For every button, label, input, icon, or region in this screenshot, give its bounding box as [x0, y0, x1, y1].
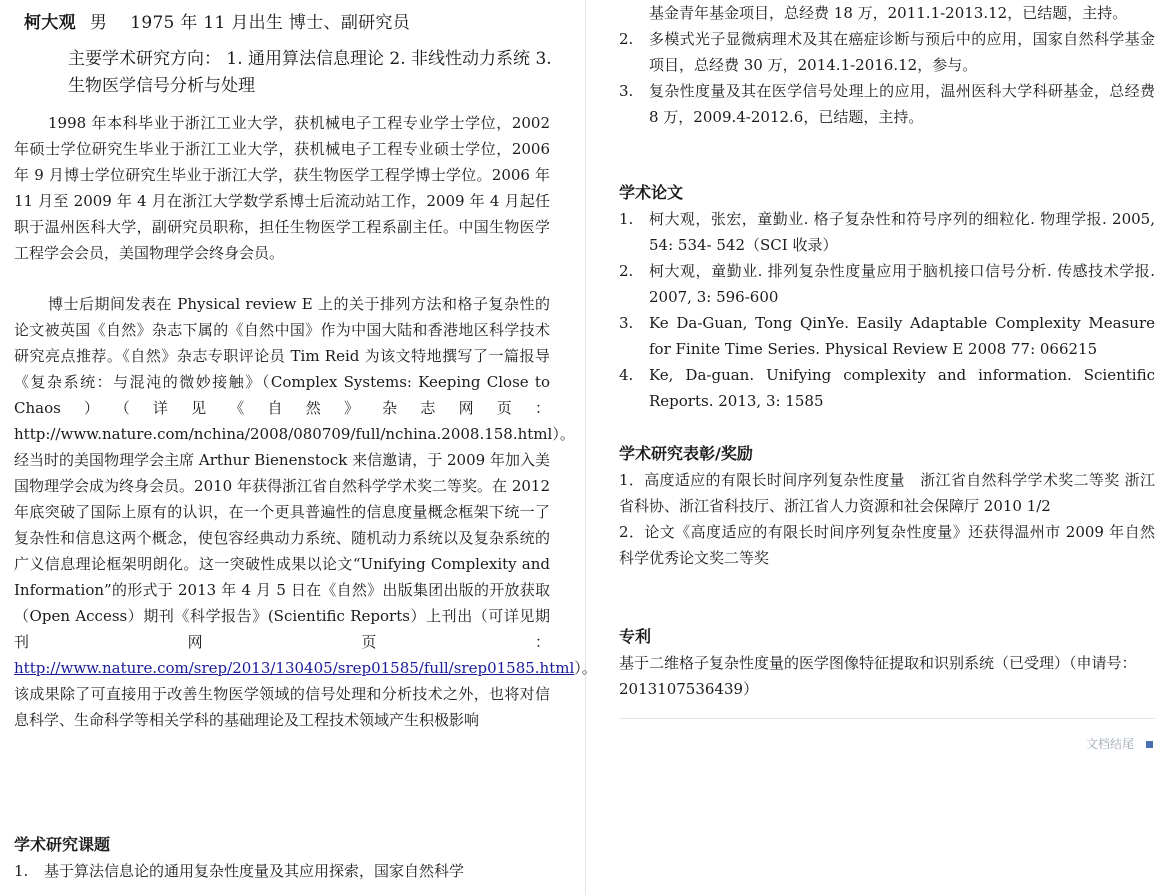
- paper-item-3-text: Ke Da-Guan, Tong QinYe. Easily Adaptable Complexity Measure for Finite Time Series. Physical Review E 2008 77: 066215: [649, 314, 1155, 358]
- paper-item-4-text: Ke, Da-guan. Unifying complexity and information. Scientific Reports. 2013, 3: 1585: [649, 366, 1155, 410]
- person-info: 男 1975 年 11 月出生 博士、副研究员: [89, 13, 411, 33]
- bio-paragraph-2-text-a: 博士后期间发表在 Physical review E 上的关于排列方法和格子复杂性的论文被英国《自然》杂志下属的《自然中国》作为中国大陆和香港地区科学技术研究亮点推荐。《自然》杂志专职评论员 Tim Reid 为该文特地撰写了一篇报导 《复杂系统：与混沌的微妙接触》（Complex Systems: Keeping Close to Chaos）（详见《自然》杂志网页：http://www.nature.com/nchina/2008/080709/full/nchina.2008.158.html）。经当时的美国物理学会主席 Arthur Bienenstock 来信邀请，于 2009 年加入美国物理学会成为终身会员。2010 年获得浙江省自然科学学术奖二等奖。在 2012 年底突破了国际上原有的认识，在一个更具普遍性的信息度量概念框架下统一了复杂性和信息这两个概念，使包容经典动力系统、随机动力系统以及复杂系统的广义信息理论框架明朗化。这一突破性成果以论文“Unifying Complexity and Information”的形式于 2013 年 4 月 5 日在《自然》出版集团出版的开放获取（Open Access）期刊《科学报告》(Scientific Reports）上刊出（可详见期刊网页：: [14, 295, 575, 651]
- awards-heading: 学术研究表彰/奖励: [619, 444, 753, 463]
- right-column: [619, 0, 1155, 895]
- left-column: [14, 0, 597, 895]
- papers-heading: 学术论文: [619, 183, 684, 202]
- bio-paragraph-1: 1998 年本科毕业于浙江工业大学，获机械电子工程专业学士学位，2002 年硕士学位研究生毕业于浙江工业大学，获机械电子工程专业硕士学位，2006 年 9 月博士学位研究生毕业于浙江大学，获生物医学工程学博士学位。2006 年 11 月至 2009 年 4 月在浙江大学数学系博士后流动站工作，2009 年 4 月起任职于温州医科大学，副研究员职称，担任生物医学工程系副主任。中国生物医学工程学会会员，美国物理学会终身会员。: [14, 114, 550, 262]
- person-name: 柯大观: [24, 13, 76, 33]
- column-divider: [585, 0, 586, 895]
- patents-heading: 专利: [619, 627, 652, 646]
- project-item-3-text: 复杂性度量及其在医学信号处理上的应用，温州医科大学科研基金，总经费 8 万，2009.4-2012.6，已结题，主持。: [649, 82, 1155, 126]
- project-item-1-continued: [619, 0, 1155, 26]
- paper-item-4-number: 4.: [619, 366, 634, 384]
- paper-item-2-number: 2.: [619, 262, 634, 280]
- profile-header: [24, 8, 410, 33]
- papers-section: [619, 180, 1155, 414]
- project-item-1-text-cont: 基金青年基金项目，总经费 18 万，2011.1-2013.12，已结题，主持。: [649, 4, 1128, 22]
- projects-continued: [619, 0, 1155, 130]
- awards-section: [619, 441, 1155, 571]
- square-icon: [1146, 741, 1153, 748]
- bio-paragraph-2-text-b: ）。该成果除了可直接用于改善生物医学领域的信号处理和分析技术之外，也将对信息科学、生命科学等相关学科的基础理论及工程技术领域产生积极影响: [14, 659, 597, 729]
- patents-section: [619, 624, 1155, 702]
- project-item-1: [14, 858, 550, 884]
- paper-item-1-text: 柯大观，张宏，童勤业. 格子复杂性和符号序列的细粒化. 物理学报. 2005, 54: 534- 542（SCI 收录）: [649, 210, 1155, 254]
- paper-item-3: [619, 310, 1155, 362]
- project-item-2-text: 多模式光子显微病理术及其在癌症诊断与预后中的应用，国家自然科学基金项目，总经费 30 万，2014.1-2016.12，参与。: [649, 30, 1155, 74]
- paper-item-1-number: 1.: [619, 210, 634, 228]
- award-line-2: 2．论文《高度适应的有限长时间序列复杂性度量》还获得温州市 2009 年自然科学优秀论文奖二等奖: [619, 523, 1155, 567]
- paper-item-3-number: 3.: [619, 314, 634, 332]
- award-line-1: 1．高度适应的有限长时间序列复杂性度量 浙江省自然科学学术奖二等奖 浙江省科协、浙江省科技厅、浙江省人力资源和社会保障厅 2010 1/2: [619, 471, 1155, 515]
- project-item-1-number: 1.: [14, 862, 29, 880]
- end-of-document-label: 文档结尾: [1085, 737, 1134, 751]
- project-item-3: [619, 78, 1155, 130]
- srep-link[interactable]: http://www.nature.com/srep/2013/130405/srep01585/full/srep01585.html: [14, 659, 575, 677]
- projects-heading: 学术研究课题: [14, 835, 111, 854]
- bio-paragraph-2: [14, 291, 597, 733]
- paper-item-2-text: 柯大观，童勤业. 排列复杂性度量应用于脑机接口信号分析. 传感技术学报. 2007, 3: 596-600: [649, 262, 1155, 306]
- end-rule: [619, 718, 1155, 719]
- paper-item-2: [619, 258, 1155, 310]
- project-item-2: [619, 26, 1155, 78]
- research-directions: 主要学术研究方向： 1. 通用算法信息理论 2. 非线性动力系统 3. 生物医学信号分析与处理: [68, 49, 552, 96]
- paper-item-4: [619, 362, 1155, 414]
- projects-section: [14, 832, 550, 884]
- patent-text: 基于二维格子复杂性度量的医学图像特征提取和识别系统（已受理）（申请号：2013107536439）: [619, 654, 1137, 698]
- project-item-3-number: 3.: [619, 82, 634, 100]
- project-item-1-text-start: 基于算法信息论的通用复杂性度量及其应用探索，国家自然科学: [44, 862, 465, 880]
- paper-item-1: [619, 206, 1155, 258]
- project-item-2-number: 2.: [619, 30, 634, 48]
- end-of-document-marker: [1086, 735, 1153, 752]
